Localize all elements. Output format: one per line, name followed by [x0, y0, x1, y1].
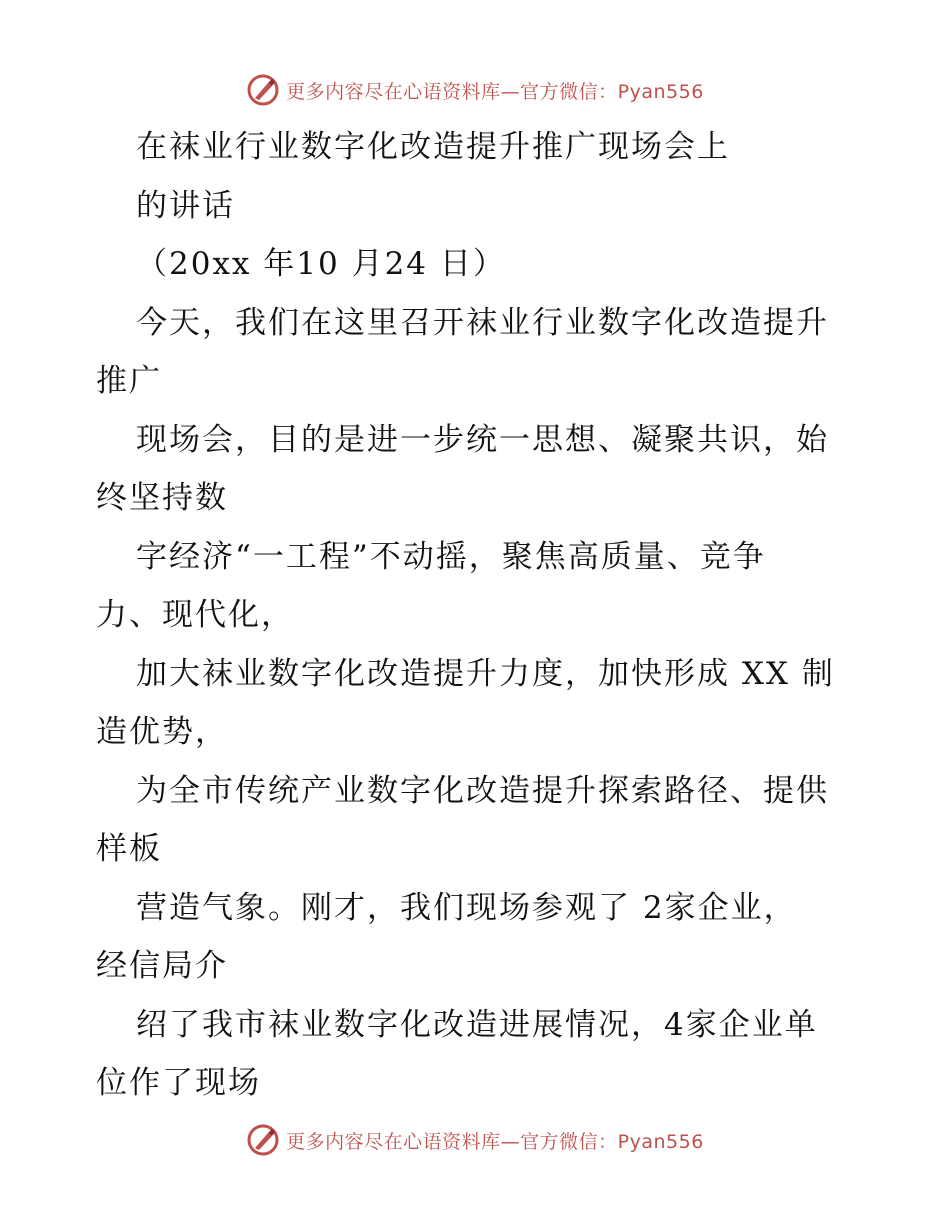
- text-line: 样板: [96, 831, 162, 867]
- text-line: 位作了现场: [96, 1065, 261, 1101]
- text-line: 字经济“一工程”不动摇，聚焦高质量、竞争: [136, 538, 766, 575]
- text-line: （20xx 年10 月24 日）: [136, 246, 506, 282]
- text-line: 终坚持数: [96, 480, 228, 516]
- pen-logo-icon: [246, 73, 280, 107]
- text-line: 造优势，: [96, 714, 228, 750]
- text-line: 今天，我们在这里召开袜业行业数字化改造提升: [136, 304, 829, 341]
- footer-banner: [0, 1120, 950, 1160]
- pen-logo-icon: [246, 1123, 280, 1157]
- footer-banner-id: Pyan556: [617, 1130, 704, 1153]
- document-body: [96, 118, 856, 1113]
- text-line: 现场会，目的是进一步统一思想、凝聚共识，始: [136, 421, 829, 458]
- text-line: 为全市传统产业数字化改造提升探索路径、提供: [136, 772, 829, 809]
- text-line: 绍了我市袜业数字化改造进展情况，4家企业单: [136, 1006, 818, 1043]
- text-line: 的讲话: [136, 187, 235, 224]
- text-line: 加大袜业数字化改造提升力度，加快形成 XX 制: [136, 655, 835, 692]
- text-line: 经信局介: [96, 948, 228, 984]
- text-line: 营造气象。刚才，我们现场参观了 2家企业，: [136, 889, 797, 926]
- header-banner: [0, 70, 950, 110]
- footer-banner-text: 更多内容尽在心语资料库—官方微信：: [286, 1130, 618, 1153]
- text-line: 在袜业行业数字化改造提升推广现场会上: [136, 129, 730, 165]
- header-banner-id: Pyan556: [617, 80, 704, 103]
- header-banner-text: 更多内容尽在心语资料库—官方微信：: [286, 80, 618, 103]
- text-line: 推广: [96, 363, 162, 399]
- text-line: 力、现代化，: [96, 597, 294, 633]
